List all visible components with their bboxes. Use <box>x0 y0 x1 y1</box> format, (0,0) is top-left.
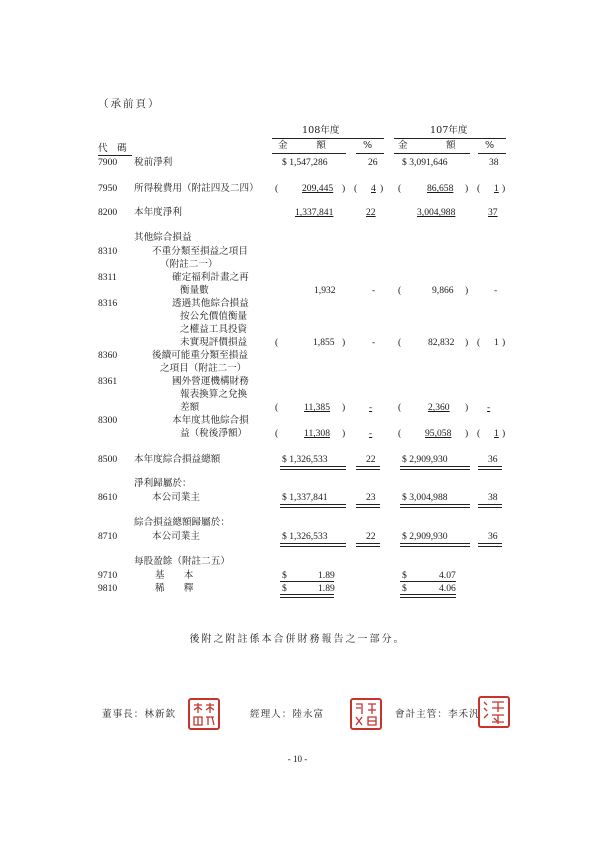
pct-108: 22 <box>366 531 376 542</box>
open-paren: ( <box>354 183 358 194</box>
row-label-cont: 益（稅後淨額） <box>180 428 248 439</box>
row-code: 8311 <box>98 272 117 283</box>
rule <box>280 581 334 582</box>
amount-107: 4.06 <box>439 583 456 594</box>
amount-107-rule <box>394 153 470 154</box>
row-label-cont: （附註二一） <box>160 259 218 270</box>
amount-108: 209,445 <box>302 183 334 194</box>
amount-107: 9,866 <box>432 285 454 296</box>
double-rule <box>356 466 380 470</box>
double-rule <box>400 594 456 598</box>
open-paren: ( <box>398 402 402 413</box>
double-rule <box>280 466 346 470</box>
pct-108: - <box>369 402 373 413</box>
footer-note: 後附之附註係本合併財務報告之一部分。 <box>189 634 406 645</box>
continued-label: （承前頁） <box>98 98 161 110</box>
amount-107: 95,058 <box>425 428 452 439</box>
section-label: 淨利歸屬於： <box>134 478 192 489</box>
row-label: 確定福利計畫之再 <box>172 272 249 283</box>
double-rule <box>280 594 334 598</box>
row-label: 後續可能重分類至損益 <box>152 350 248 361</box>
accountant-signature: 會計主管：李禾汎 <box>395 709 480 720</box>
chairman-seal <box>188 698 220 730</box>
amount-108: 1,337,841 <box>295 207 334 218</box>
pct-108: - <box>369 428 373 439</box>
row-code: 8360 <box>98 350 118 361</box>
close-paren: ) <box>502 183 506 194</box>
dollar-sign: $ <box>402 583 407 594</box>
page-number: - 10 - <box>287 754 308 764</box>
pct-108: 22 <box>366 207 376 218</box>
amount-108: 11,308 <box>304 428 331 439</box>
row-label-cont: 之項目（附註二一） <box>160 363 247 374</box>
year-108-header: 108年度 <box>302 125 340 136</box>
row-code: 8316 <box>98 298 118 309</box>
pct-107-rule <box>478 153 506 154</box>
double-rule <box>478 543 502 547</box>
amount-107: $ 2,909,930 <box>402 531 448 542</box>
row-label: 透過其他綜合損益 <box>172 298 249 309</box>
double-rule <box>400 466 470 470</box>
amount-108: $ 1,337,841 <box>282 492 328 503</box>
year-107-rule <box>394 138 506 139</box>
row-label-cont: 報表換算之兌換 <box>180 389 248 400</box>
pct-107: 38 <box>488 492 498 503</box>
close-paren: ) <box>342 183 346 194</box>
double-rule <box>478 466 502 470</box>
section-label: 綜合損益總額歸屬於： <box>134 517 230 528</box>
pct-107: - <box>494 285 498 296</box>
open-paren: ( <box>398 428 402 439</box>
dollar-sign: $ <box>282 583 287 594</box>
row-label-cont: 未實現評價損益 <box>180 337 248 348</box>
amount-107: 82,832 <box>428 337 455 348</box>
open-paren: ( <box>477 337 481 348</box>
close-paren: ) <box>465 337 469 348</box>
amount-107: 86,658 <box>427 183 454 194</box>
pct-108: 23 <box>366 492 376 503</box>
pct-108-rule <box>356 153 384 154</box>
amount-107: $ 3,091,646 <box>402 157 448 168</box>
amount-108: $ 1,547,286 <box>282 157 328 168</box>
row-label: 本年度其他綜合損 <box>172 415 249 426</box>
amount-107: $ 2,909,930 <box>402 454 448 465</box>
open-paren: ( <box>398 183 402 194</box>
row-label: 本公司業主 <box>152 492 200 503</box>
amount-108: $ 1,326,533 <box>282 531 328 542</box>
amount-108: 1.89 <box>318 570 335 581</box>
amount-107: 4.07 <box>439 570 456 581</box>
amount-108: 1,932 <box>314 285 336 296</box>
row-code: 8610 <box>98 492 118 503</box>
pct-header-107: % <box>485 140 495 151</box>
double-rule <box>400 504 470 508</box>
close-paren: ) <box>342 402 346 413</box>
open-paren: ( <box>275 402 279 413</box>
year-108-rule <box>272 138 384 139</box>
year-107-header: 107年度 <box>430 125 468 136</box>
amount-107: 2,360 <box>428 402 450 413</box>
row-label: 本公司業主 <box>152 531 200 542</box>
pct-108: 22 <box>366 454 376 465</box>
row-label: 不重分類至損益之項目 <box>152 246 248 257</box>
section-label: 其他綜合損益 <box>134 232 192 243</box>
pct-108: - <box>372 285 376 296</box>
dollar-sign: $ <box>282 570 287 581</box>
row-code: 8500 <box>98 454 118 465</box>
row-code: 8310 <box>98 246 118 257</box>
accountant-seal <box>478 696 510 728</box>
row-label-cont: 差額 <box>180 402 200 413</box>
pct-107: - <box>487 402 491 413</box>
dollar-sign: $ <box>402 570 407 581</box>
manager-seal <box>350 698 382 730</box>
double-rule <box>356 504 380 508</box>
row-label: 本年度綜合損益總額 <box>134 454 221 465</box>
pct-107: 37 <box>488 207 498 218</box>
pct-header-108: % <box>363 140 373 151</box>
row-label: 本年度淨利 <box>134 207 182 218</box>
amount-108: 1.89 <box>318 583 335 594</box>
close-paren: ) <box>465 183 469 194</box>
close-paren: ) <box>342 337 346 348</box>
code-header: 代 碼 <box>98 143 127 154</box>
section-label: 每股盈餘（附註二五） <box>134 556 230 567</box>
open-paren: ( <box>398 337 402 348</box>
double-rule <box>280 543 346 547</box>
pct-107: 1 <box>494 183 499 194</box>
row-code: 8710 <box>98 531 118 542</box>
amount-108: 1,855 <box>313 337 335 348</box>
chairman-signature: 董事長：林新欽 <box>102 709 177 720</box>
row-code: 8361 <box>98 376 118 387</box>
row-label-cont: 之權益工具投資 <box>180 324 248 335</box>
row-code: 7950 <box>98 183 118 194</box>
open-paren: ( <box>477 183 481 194</box>
open-paren: ( <box>477 428 481 439</box>
row-code: 9810 <box>98 583 118 594</box>
pct-108: - <box>372 337 376 348</box>
close-paren: ) <box>465 428 469 439</box>
row-label: 所得稅費用（附註四及二四） <box>134 183 259 194</box>
close-paren: ) <box>465 285 469 296</box>
amount-107: $ 3,004,988 <box>402 492 448 503</box>
amount-108: 11,385 <box>304 402 331 413</box>
close-paren: ) <box>342 428 346 439</box>
row-code: 8300 <box>98 415 118 426</box>
close-paren: ) <box>502 337 506 348</box>
open-paren: ( <box>275 428 279 439</box>
amount-header-107: 金 額 <box>398 140 456 151</box>
pct-107: 1 <box>494 428 499 439</box>
amount-header-108: 金 額 <box>278 140 326 151</box>
double-rule <box>280 504 346 508</box>
row-label: 稀 釋 <box>155 583 194 594</box>
row-label: 稅前淨利 <box>134 157 173 168</box>
pct-107: 38 <box>489 157 499 168</box>
amount-108-rule <box>272 153 346 154</box>
row-label-cont: 衡量數 <box>180 285 209 296</box>
double-rule <box>478 504 502 508</box>
row-label: 國外營運機構財務 <box>172 376 249 387</box>
close-paren: ) <box>380 183 384 194</box>
row-code: 7900 <box>98 157 118 168</box>
row-code: 8200 <box>98 207 118 218</box>
pct-107: 36 <box>488 531 498 542</box>
manager-signature: 經理人：陸永富 <box>250 709 325 720</box>
open-paren: ( <box>398 285 402 296</box>
close-paren: ) <box>502 428 506 439</box>
open-paren: ( <box>275 337 279 348</box>
amount-108: $ 1,326,533 <box>282 454 328 465</box>
close-paren: ) <box>465 402 469 413</box>
amount-107: 3,004,988 <box>417 207 456 218</box>
pct-108: 4 <box>371 183 376 194</box>
double-rule <box>400 543 470 547</box>
pct-107: 36 <box>488 454 498 465</box>
row-label: 基 本 <box>155 570 194 581</box>
row-code: 9710 <box>98 570 118 581</box>
open-paren: ( <box>275 183 279 194</box>
double-rule <box>356 543 380 547</box>
row-label-cont: 按公允價值衡量 <box>180 311 248 322</box>
pct-108: 26 <box>368 157 378 168</box>
code-rule <box>98 155 132 156</box>
rule <box>400 581 456 582</box>
pct-107: 1 <box>494 337 499 348</box>
